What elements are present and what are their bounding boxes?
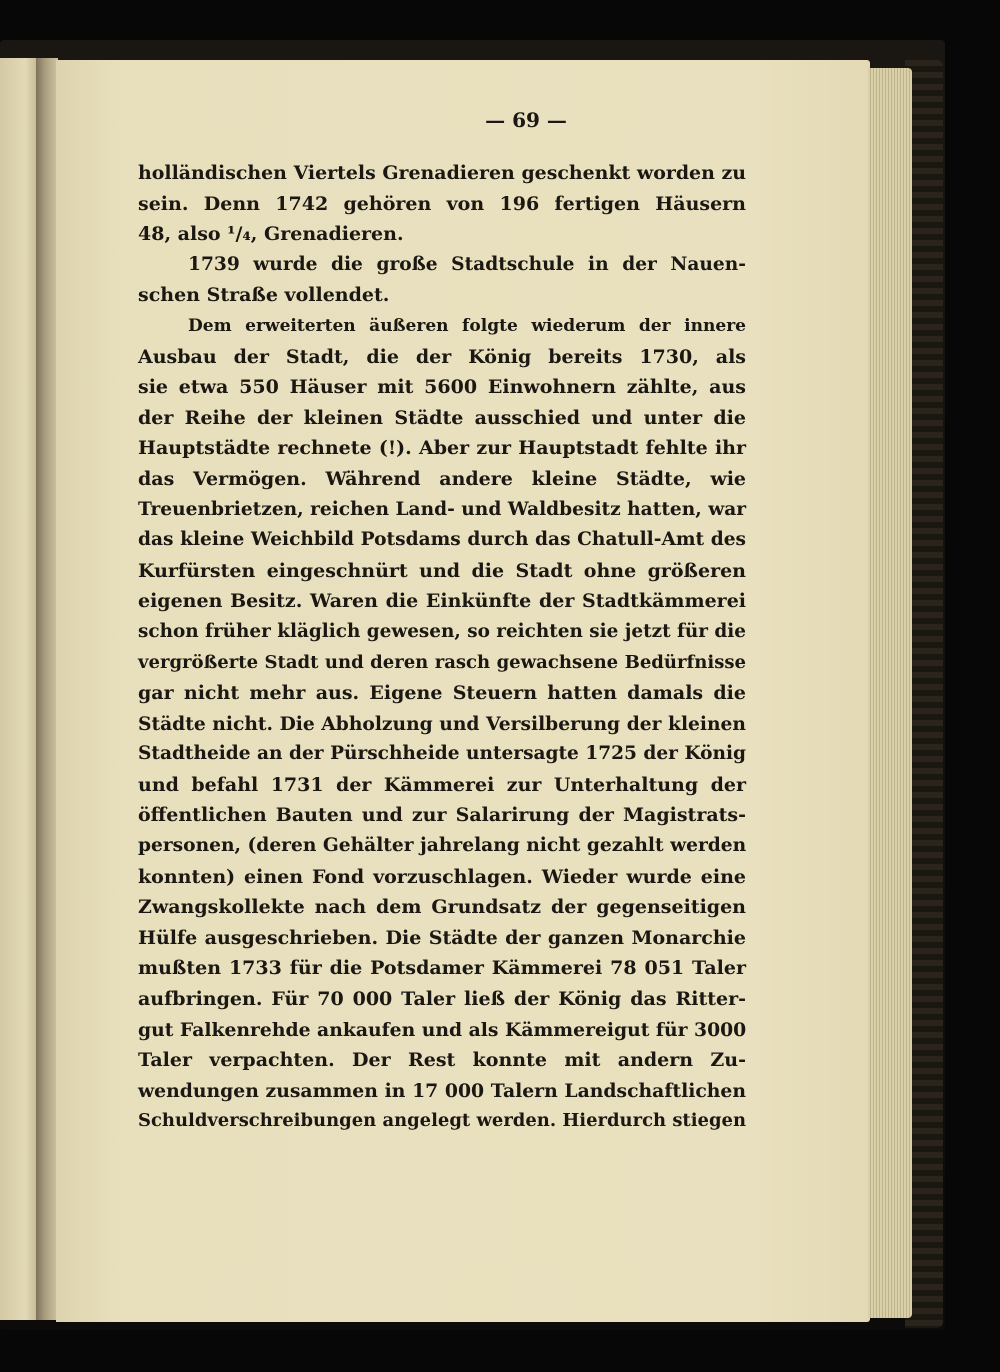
book-gutter [36,58,58,1320]
left-page-edge [0,58,36,1320]
text-line: Treuenbrietzen, reichen Land- und Waldbesitz hatten, war [138,498,747,520]
text-line: das kleine Weichbild Potsdams durch das Chatull-Amt des [138,529,746,551]
text-line: Taler verpachten. Der Rest konnte mit andern Zu- [138,1049,746,1072]
text-line: das Vermögen. Während andere kleine Städte, wie [138,467,746,490]
text-line: gut Falkenrehde ankaufen und als Kämmereigut für 3000 [138,1018,747,1041]
text-line: vergrößerte Stadt und deren rasch gewachsene Bedürfnisse [138,651,746,673]
text-line: schen Straße vollendet. [138,284,390,307]
text-line: Hauptstädte rechnete (!). Aber zur Hauptstadt fehlte ihr [138,437,746,460]
text-line: Stadtheide an der Pürschheide untersagte 1725 der König [138,743,746,765]
text-line: holländischen Viertels Grenadieren geschenkt worden zu [138,162,746,184]
text-line: Kurfürsten eingeschnürt und die Stadt ohne größeren [138,559,746,582]
text-line: eigenen Besitz. Waren die Einkünfte der Stadtkämmerei [138,590,746,613]
text-line: aufbringen. Für 70 000 Taler ließ der König das Ritter- [138,988,746,1011]
text-line: sie etwa 550 Häuser mit 5600 Einwohnern zählte, aus [138,376,746,399]
text-line: Städte nicht. Die Abholzung und Versilberung der kleinen [138,712,746,735]
text-line: öffentlichen Bauten und zur Salarirung der Magistrats- [138,804,746,827]
text-line: konnten) einen Fond vorzuschlagen. Wieder wurde eine [138,865,746,888]
text-line: 1739 wurde die große Stadtschule in der Nauen- [188,253,746,275]
text-line: Ausbau der Stadt, die der König bereits 1730, als [138,345,746,368]
text-line: gar nicht mehr aus. Eigene Steuern hatten damals die [138,682,746,705]
text-line: Zwangskollekte nach dem Grundsatz der gegenseitigen [138,896,746,919]
text-line: der Reihe der kleinen Städte ausschied und unter die [138,406,746,429]
page-stack-edges [868,68,912,1318]
page-number: — 69 — [485,108,567,132]
text-line: Dem erweiterten äußeren folgte wiederum der innere [188,315,746,336]
text-line: Schuldverschreibungen angelegt werden. Hierdurch stiegen [138,1110,746,1132]
body-text [138,158,746,1137]
text-line: sein. Denn 1742 gehören von 196 fertigen Häusern [138,192,746,215]
text-line: wendungen zusammen in 17 000 Talern Landschaftlichen [138,1079,746,1102]
text-line: und befahl 1731 der Kämmerei zur Unterhaltung der [138,773,746,796]
text-line: 48, also ¹/₄, Grenadieren. [138,223,404,246]
text-line: mußten 1733 für die Potsdamer Kämmerei 78 051 Taler [138,957,746,980]
text-line: personen, (deren Gehälter jahrelang nicht gezahlt werden [138,835,747,857]
text-line: schon früher kläglich gewesen, so reichten sie jetzt für die [138,620,746,642]
text-line: Hülfe ausgeschrieben. Die Städte der ganzen Monarchie [138,926,746,949]
